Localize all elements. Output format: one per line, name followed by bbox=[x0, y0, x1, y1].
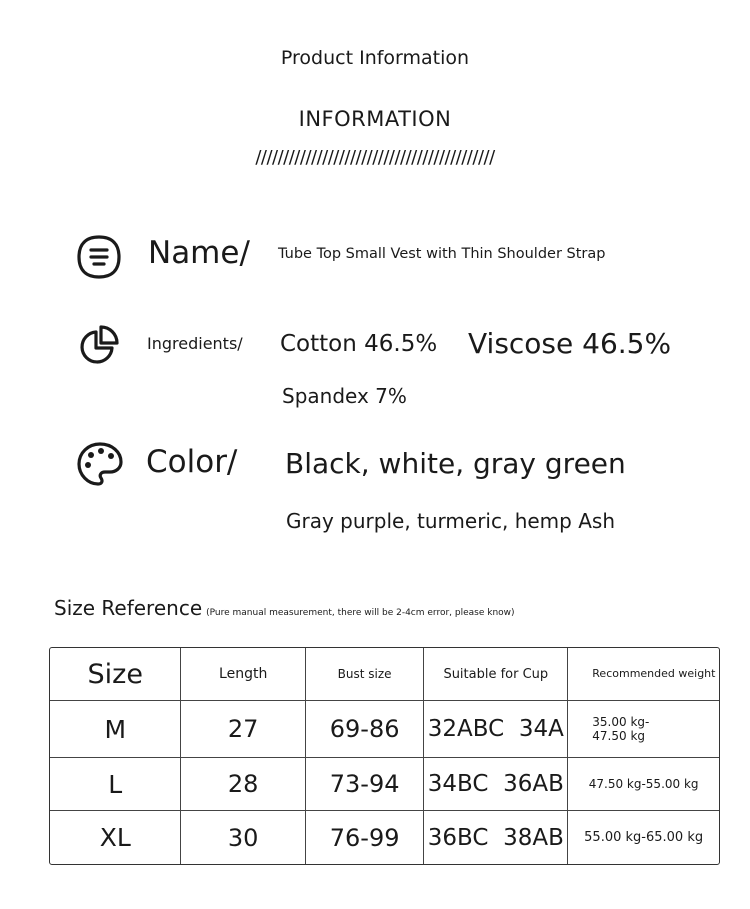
size-table bbox=[49, 647, 720, 865]
name-value: Tube Top Small Vest with Thin Shoulder Strap bbox=[278, 246, 606, 262]
row-weight: 55.00 kg-65.00 kg bbox=[584, 830, 704, 845]
row-bust: 69-86 bbox=[306, 701, 424, 758]
color-label: Color/ bbox=[146, 444, 238, 480]
header-subtitle: INFORMATION bbox=[298, 107, 452, 131]
ingredient-spandex: Spandex 7% bbox=[282, 384, 407, 408]
name-label: Name/ bbox=[148, 235, 250, 271]
palette-icon bbox=[76, 440, 124, 488]
row-cup: 36BC 38AB bbox=[424, 811, 568, 864]
table-row bbox=[50, 758, 719, 811]
header-size: Size bbox=[50, 648, 181, 701]
row-size: L bbox=[50, 758, 181, 811]
header-title: Product Information bbox=[280, 47, 470, 69]
size-reference-title bbox=[54, 596, 515, 620]
color-line-1: Black, white, gray green bbox=[285, 447, 626, 480]
row-cup: 34BC 36AB bbox=[424, 758, 568, 811]
size-reference-label: Size Reference bbox=[54, 596, 203, 620]
header-weight: Recommended weight bbox=[568, 648, 719, 701]
ingredient-cotton: Cotton 46.5% bbox=[280, 331, 438, 357]
table-header-row bbox=[50, 648, 719, 701]
size-reference-note: (Pure manual measurement, there will be 2-4cm error, please know) bbox=[206, 608, 515, 618]
row-length: 27 bbox=[181, 701, 305, 758]
header-length: Length bbox=[181, 648, 305, 701]
table-row bbox=[50, 811, 719, 864]
header-divider: /////////////////////////////////////////// bbox=[255, 147, 495, 168]
row-bust: 73-94 bbox=[306, 758, 424, 811]
ingredient-viscose: Viscose 46.5% bbox=[468, 327, 672, 360]
header-cup: Suitable for Cup bbox=[424, 648, 568, 701]
color-line-2: Gray purple, turmeric, hemp Ash bbox=[286, 509, 615, 533]
menu-circle-icon bbox=[76, 234, 122, 280]
table-row bbox=[50, 701, 719, 758]
row-weight: 35.00 kg-47.50 kg bbox=[568, 701, 719, 758]
row-length: 28 bbox=[181, 758, 305, 811]
row-length: 30 bbox=[181, 811, 305, 864]
row-size: M bbox=[50, 701, 181, 758]
row-bust: 76-99 bbox=[306, 811, 424, 864]
row-cup: 32ABC 34A bbox=[424, 701, 568, 758]
row-size: XL bbox=[50, 811, 181, 864]
ingredients-label: Ingredients/ bbox=[147, 334, 243, 353]
row-weight: 47.50 kg-55.00 kg bbox=[568, 758, 719, 811]
header-bust: Bust size bbox=[306, 648, 424, 701]
pie-chart-icon bbox=[78, 324, 120, 366]
